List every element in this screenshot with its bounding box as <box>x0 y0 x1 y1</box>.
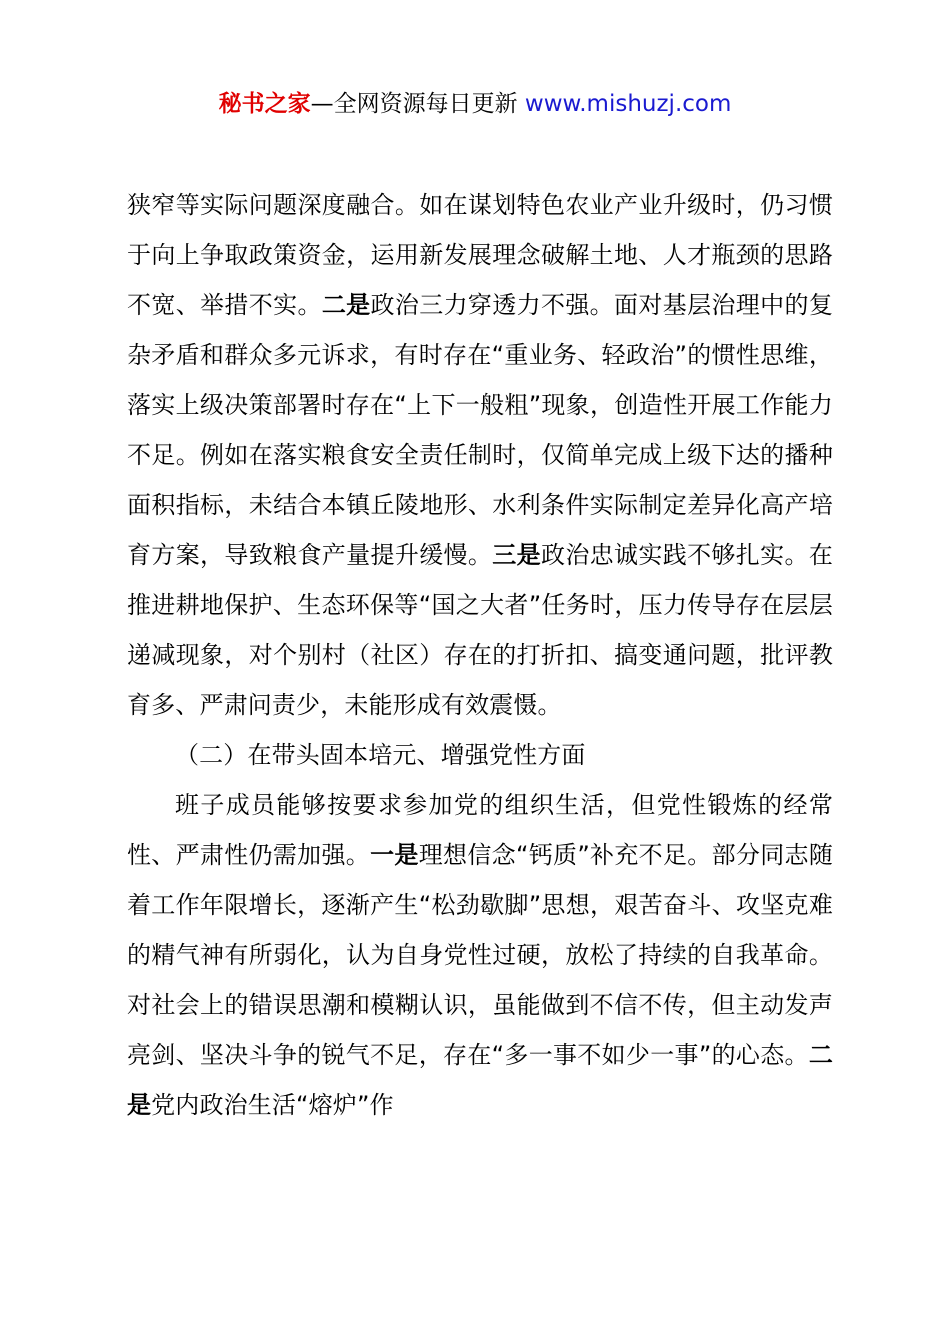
point-text: 党内政治生活“熔炉”作 <box>151 1091 394 1119</box>
point-text: 政治三力穿透力不强。面对基层治理中的复杂矛盾和群众多元诉求，有时存在“重业务、轻政治”的惯性思维，落实上级决策部署时存在“上下一般粗”现象，创造性开展工作能力不足。例如在落实粮食安全责任制时，仅简单完成上级下达的播种面积指标，未结合本镇丘陵地形、水利条件实际制定差异化高产培育方案，导致粮食产量提升缓慢。 <box>127 291 833 569</box>
brand-name: 秘书之家 <box>218 91 311 117</box>
paragraph <box>127 780 833 1130</box>
point-label: 二是 <box>321 291 371 319</box>
page-header <box>0 88 950 120</box>
paragraph-continued <box>127 180 833 730</box>
website-link[interactable]: www.mishuzj.com <box>524 91 732 117</box>
section-heading: （二）在带头固本培元、增强党性方面 <box>175 741 586 769</box>
document-body <box>127 180 833 1130</box>
header-tagline: —全网资源每日更新 <box>310 91 518 117</box>
point-text: 政治忠诚实践不够扎实。在推进耕地保护、生态环保等“国之大者”任务时，压力传导存在层层递减现象，对个别村（社区）存在的打折扣、搞变通问题，批评教育多、严肃问责少，未能形成有效震慑。 <box>127 541 833 719</box>
point-label: 一是 <box>370 841 419 869</box>
point-label: 二是 <box>127 1041 833 1119</box>
paragraph-intro: 班子成员能够按要求参加党的组织生活，但党性锻炼的经常性、严肃性仍需加强。 <box>127 791 833 869</box>
paragraph-intro: 狭窄等实际问题深度融合。如在谋划特色农业产业升级时，仍习惯于向上争取政策资金，运用新发展理念破解土地、人才瓶颈的思路不宽、举措不实。 <box>127 191 833 319</box>
point-text: 理想信念“钙质”补充不足。部分同志随着工作年限增长，逐渐产生“松劲歇脚”思想，艰苦奋斗、攻坚克难的精气神有所弱化，认为自身党性过硬，放松了持续的自我革命。对社会上的错误思潮和模糊认识，虽能做到不信不传，但主动发声亮剑、坚决斗争的锐气不足，存在“多一事不如少一事”的心态。 <box>127 841 833 1069</box>
point-label: 三是 <box>492 541 541 569</box>
